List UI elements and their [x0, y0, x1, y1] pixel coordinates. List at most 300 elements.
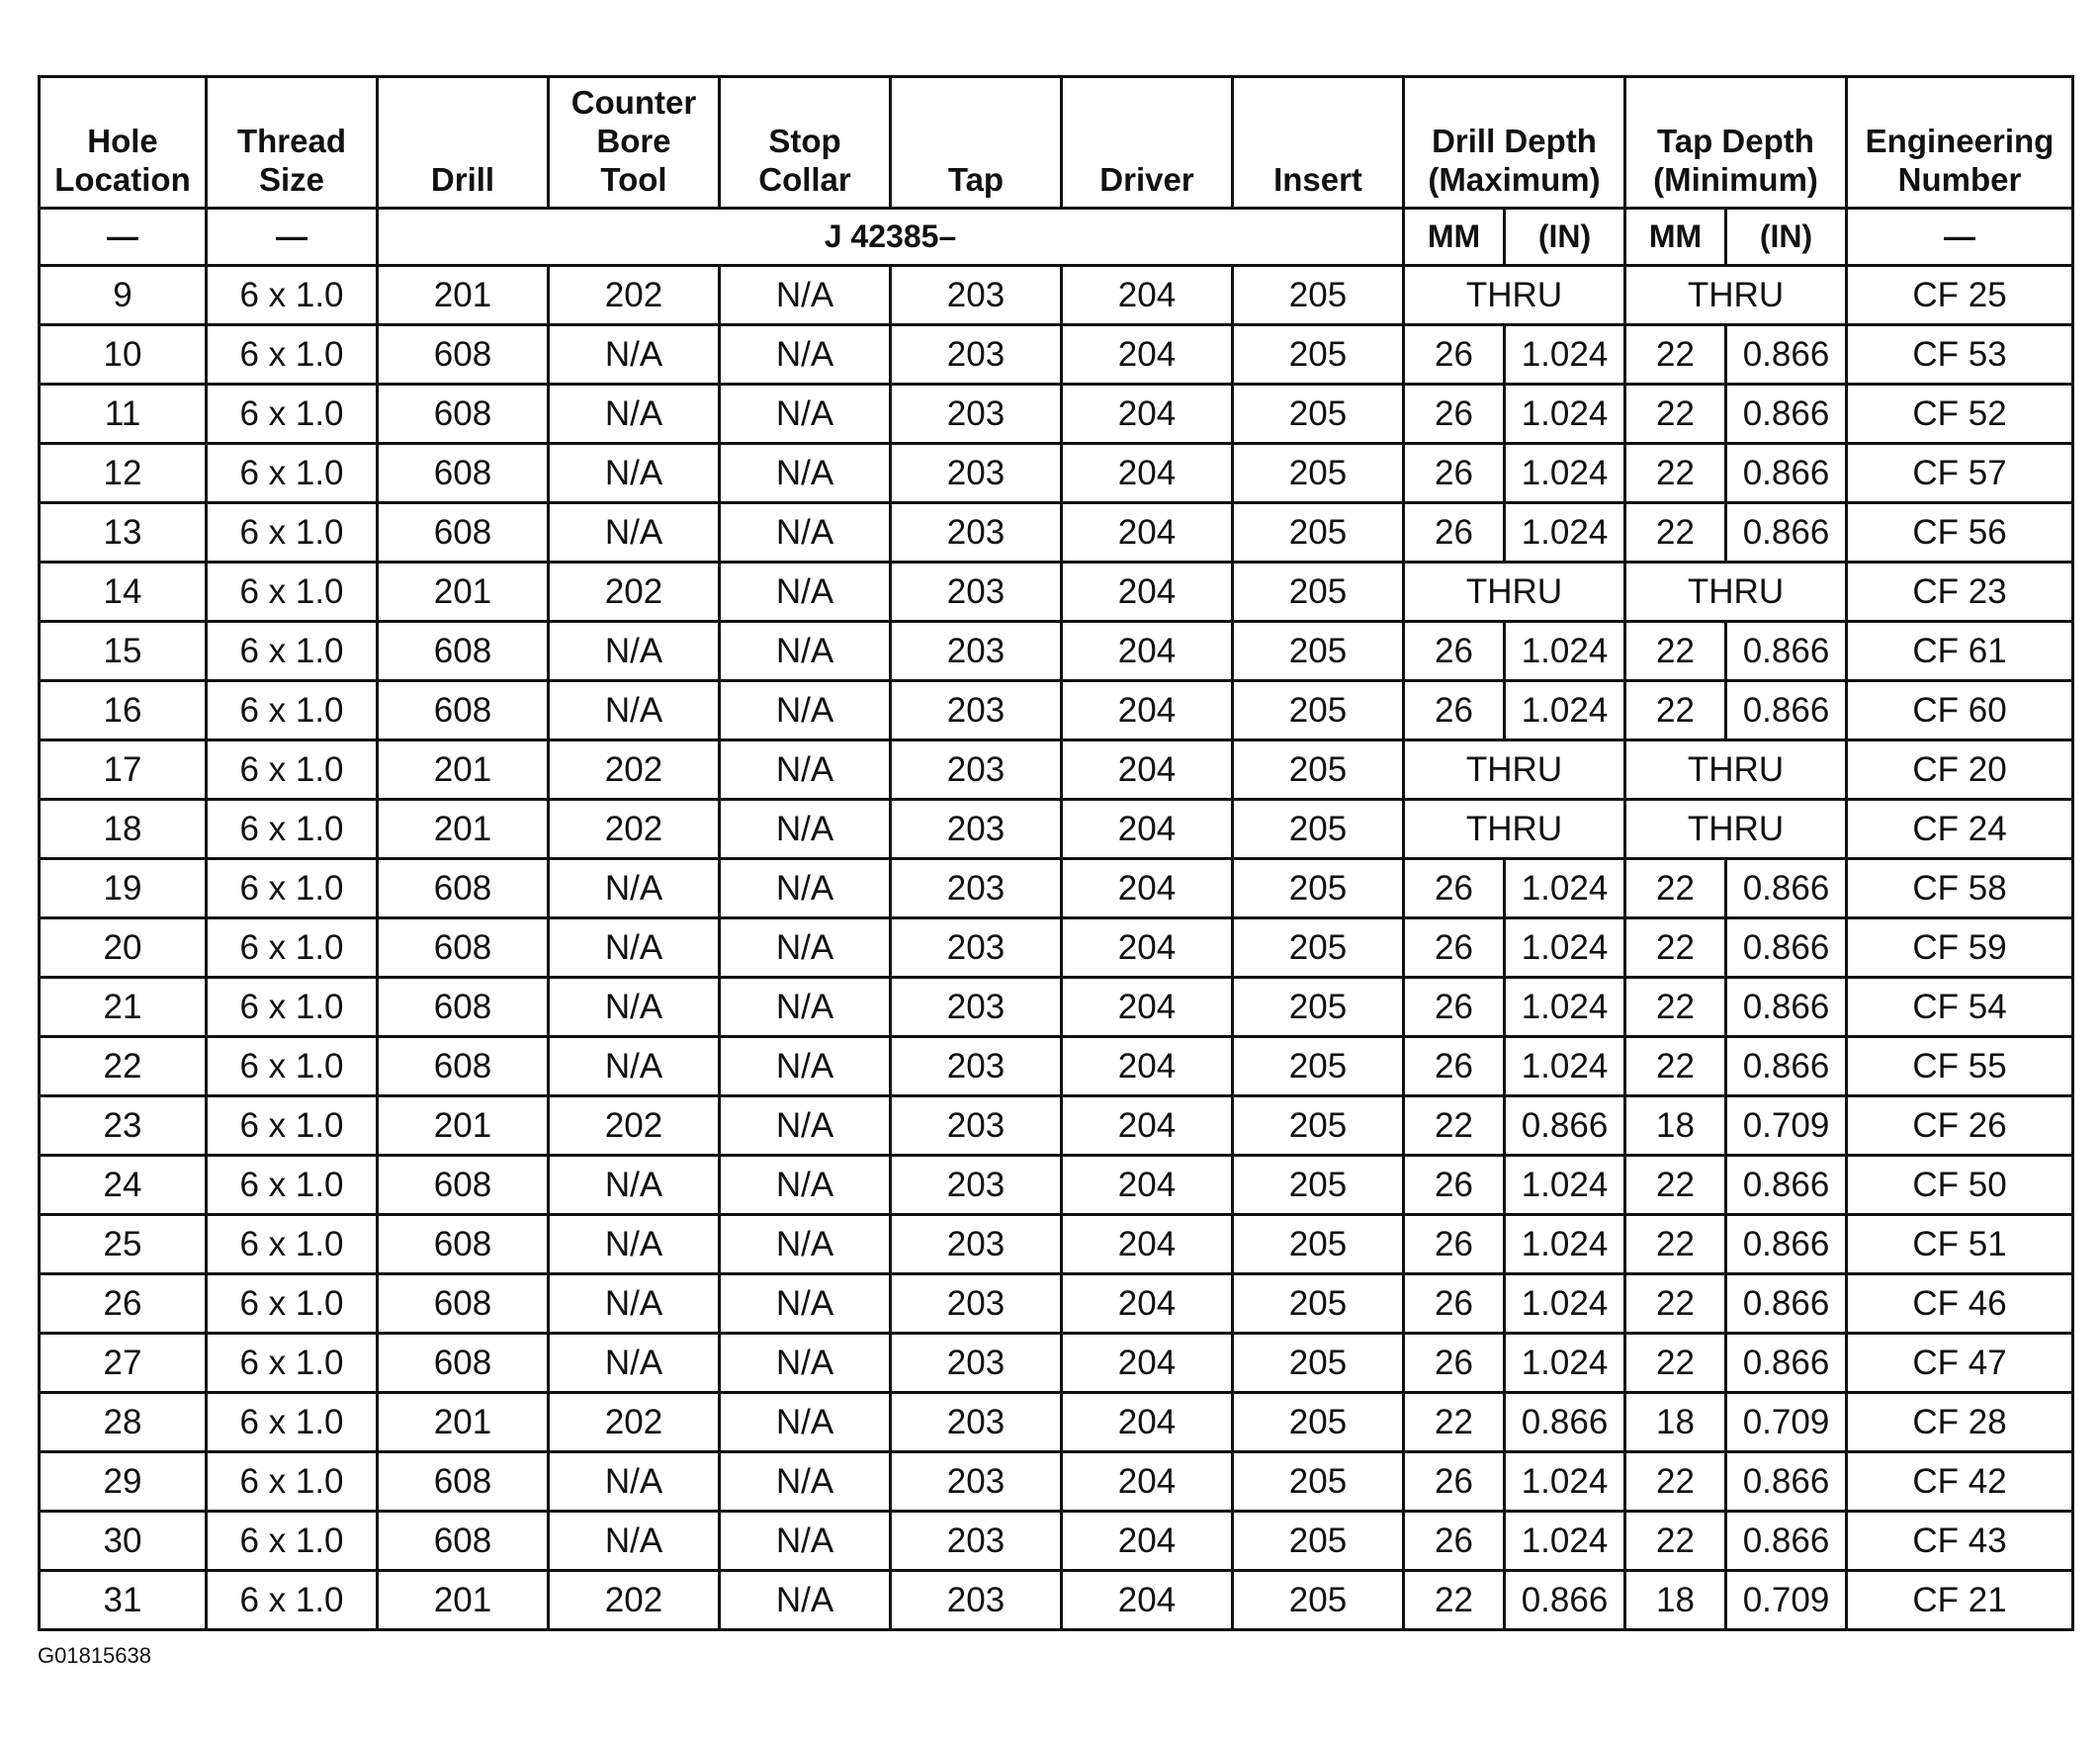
subheader-tap-in: (IN) [1726, 209, 1847, 266]
cell-tap: 203 [891, 385, 1062, 444]
cell-engineering-number: CF 54 [1847, 978, 2073, 1037]
cell-stop-collar: N/A [720, 740, 891, 800]
header-counter-bore-tool-line-3: Tool [600, 161, 667, 198]
cell-hole-location: 25 [40, 1215, 207, 1274]
cell-engineering-number: CF 57 [1847, 444, 2073, 503]
table-row [40, 444, 2073, 503]
cell-drill: 608 [378, 1274, 549, 1334]
cell-hole-location: 28 [40, 1393, 207, 1452]
cell-hole-location: 18 [40, 800, 207, 859]
cell-stop-collar: N/A [720, 800, 891, 859]
cell-drill-depth-mm: 26 [1404, 978, 1505, 1037]
cell-drill-depth-mm: 26 [1404, 1334, 1505, 1393]
cell-engineering-number: CF 56 [1847, 503, 2073, 563]
cell-drill-depth-mm: 26 [1404, 918, 1505, 978]
subheader-thread-size: — [207, 209, 378, 266]
cell-thread-size: 6 x 1.0 [207, 859, 378, 918]
cell-drill: 201 [378, 740, 549, 800]
cell-driver: 204 [1062, 800, 1233, 859]
cell-thread-size: 6 x 1.0 [207, 385, 378, 444]
cell-tap-depth-mm: 22 [1625, 1037, 1726, 1096]
cell-thread-size: 6 x 1.0 [207, 1096, 378, 1156]
cell-drill-depth-in: 0.866 [1505, 1096, 1625, 1156]
cell-insert: 205 [1233, 1334, 1404, 1393]
cell-engineering-number: CF 55 [1847, 1037, 2073, 1096]
cell-counter-bore-tool: N/A [549, 622, 720, 681]
table-row [40, 1215, 2073, 1274]
cell-insert: 205 [1233, 1156, 1404, 1215]
cell-hole-location: 12 [40, 444, 207, 503]
table-row [40, 800, 2073, 859]
cell-insert: 205 [1233, 800, 1404, 859]
cell-tap-depth-in: 0.866 [1726, 978, 1847, 1037]
header-hole-location-line-2: Location [54, 161, 191, 198]
cell-thread-size: 6 x 1.0 [207, 325, 378, 385]
cell-thread-size: 6 x 1.0 [207, 1393, 378, 1452]
cell-tap: 203 [891, 1334, 1062, 1393]
cell-thread-size: 6 x 1.0 [207, 1452, 378, 1512]
cell-tap-depth-in: 0.866 [1726, 622, 1847, 681]
cell-drill: 608 [378, 503, 549, 563]
cell-tap: 203 [891, 622, 1062, 681]
cell-hole-location: 23 [40, 1096, 207, 1156]
cell-counter-bore-tool: N/A [549, 681, 720, 740]
cell-tap-depth-mm: 18 [1625, 1571, 1726, 1630]
cell-insert: 205 [1233, 681, 1404, 740]
cell-stop-collar: N/A [720, 563, 891, 622]
table-row [40, 1037, 2073, 1096]
header-hole-location [40, 77, 207, 209]
header-drill-depth-line-2: (Maximum) [1428, 161, 1601, 198]
cell-hole-location: 29 [40, 1452, 207, 1512]
cell-hole-location: 22 [40, 1037, 207, 1096]
cell-hole-location: 30 [40, 1512, 207, 1571]
cell-stop-collar: N/A [720, 859, 891, 918]
cell-tap-depth-mm: 22 [1625, 385, 1726, 444]
cell-tap-depth-in: 0.866 [1726, 1334, 1847, 1393]
cell-tap-depth-mm: 22 [1625, 681, 1726, 740]
cell-driver: 204 [1062, 1096, 1233, 1156]
cell-drill-depth-mm: 26 [1404, 1452, 1505, 1512]
cell-drill-depth-in: 1.024 [1505, 978, 1625, 1037]
cell-tap-depth-in: 0.709 [1726, 1096, 1847, 1156]
cell-engineering-number: CF 42 [1847, 1452, 2073, 1512]
cell-thread-size: 6 x 1.0 [207, 681, 378, 740]
subheader-row [40, 209, 2073, 266]
cell-insert: 205 [1233, 859, 1404, 918]
header-engineering-number-line-2: Number [1897, 161, 2022, 198]
header-driver: Driver [1062, 77, 1233, 209]
cell-drill: 608 [378, 1452, 549, 1512]
cell-drill: 608 [378, 325, 549, 385]
cell-thread-size: 6 x 1.0 [207, 1512, 378, 1571]
cell-drill: 608 [378, 444, 549, 503]
cell-drill: 608 [378, 1512, 549, 1571]
cell-tap: 203 [891, 444, 1062, 503]
cell-counter-bore-tool: 202 [549, 563, 720, 622]
cell-tap-depth-in: 0.866 [1726, 681, 1847, 740]
cell-stop-collar: N/A [720, 1393, 891, 1452]
cell-tap-depth-in: 0.866 [1726, 385, 1847, 444]
cell-driver: 204 [1062, 859, 1233, 918]
cell-tap-depth-in: 0.866 [1726, 1512, 1847, 1571]
cell-drill: 608 [378, 681, 549, 740]
cell-tap: 203 [891, 1096, 1062, 1156]
cell-thread-size: 6 x 1.0 [207, 1274, 378, 1334]
table-row [40, 563, 2073, 622]
cell-tap-depth-thru: THRU [1625, 800, 1847, 859]
cell-insert: 205 [1233, 563, 1404, 622]
cell-counter-bore-tool: 202 [549, 266, 720, 325]
cell-driver: 204 [1062, 918, 1233, 978]
cell-driver: 204 [1062, 325, 1233, 385]
cell-engineering-number: CF 59 [1847, 918, 2073, 978]
cell-stop-collar: N/A [720, 1215, 891, 1274]
cell-tap-depth-mm: 22 [1625, 1274, 1726, 1334]
table-row [40, 1096, 2073, 1156]
table-row [40, 1274, 2073, 1334]
table-row [40, 859, 2073, 918]
cell-engineering-number: CF 25 [1847, 266, 2073, 325]
cell-insert: 205 [1233, 622, 1404, 681]
cell-hole-location: 13 [40, 503, 207, 563]
cell-driver: 204 [1062, 740, 1233, 800]
cell-tap-depth-in: 0.866 [1726, 859, 1847, 918]
cell-thread-size: 6 x 1.0 [207, 918, 378, 978]
header-hole-location-line-1: Hole [87, 123, 158, 159]
cell-driver: 204 [1062, 1452, 1233, 1512]
cell-driver: 204 [1062, 1334, 1233, 1393]
cell-drill-depth-mm: 26 [1404, 622, 1505, 681]
header-thread-size-line-2: Size [258, 161, 325, 198]
cell-tap-depth-mm: 22 [1625, 1215, 1726, 1274]
cell-hole-location: 24 [40, 1156, 207, 1215]
cell-drill-depth-in: 1.024 [1505, 325, 1625, 385]
cell-counter-bore-tool: N/A [549, 1452, 720, 1512]
cell-tap-depth-mm: 22 [1625, 1452, 1726, 1512]
cell-tap-depth-in: 0.866 [1726, 1452, 1847, 1512]
cell-hole-location: 14 [40, 563, 207, 622]
cell-stop-collar: N/A [720, 622, 891, 681]
cell-engineering-number: CF 51 [1847, 1215, 2073, 1274]
cell-hole-location: 31 [40, 1571, 207, 1630]
cell-stop-collar: N/A [720, 1156, 891, 1215]
cell-drill-depth-mm: 26 [1404, 503, 1505, 563]
cell-stop-collar: N/A [720, 1452, 891, 1512]
cell-engineering-number: CF 47 [1847, 1334, 2073, 1393]
table-row [40, 622, 2073, 681]
cell-drill-depth-in: 1.024 [1505, 622, 1625, 681]
cell-drill-depth-mm: 26 [1404, 1274, 1505, 1334]
cell-tap: 203 [891, 681, 1062, 740]
cell-drill-depth-in: 0.866 [1505, 1393, 1625, 1452]
cell-tap: 203 [891, 1037, 1062, 1096]
cell-stop-collar: N/A [720, 1096, 891, 1156]
cell-insert: 205 [1233, 978, 1404, 1037]
cell-engineering-number: CF 46 [1847, 1274, 2073, 1334]
cell-counter-bore-tool: N/A [549, 503, 720, 563]
cell-counter-bore-tool: N/A [549, 859, 720, 918]
cell-counter-bore-tool: 202 [549, 1096, 720, 1156]
cell-driver: 204 [1062, 1512, 1233, 1571]
header-tap-depth [1625, 77, 1847, 209]
cell-insert: 205 [1233, 444, 1404, 503]
figure-id: G01815638 [38, 1643, 151, 1668]
subheader-drill-mm: MM [1404, 209, 1505, 266]
cell-insert: 205 [1233, 1215, 1404, 1274]
table-row [40, 1156, 2073, 1215]
cell-driver: 204 [1062, 1215, 1233, 1274]
cell-tap: 203 [891, 1274, 1062, 1334]
cell-drill: 201 [378, 1096, 549, 1156]
cell-counter-bore-tool: N/A [549, 1512, 720, 1571]
table-row [40, 325, 2073, 385]
cell-engineering-number: CF 24 [1847, 800, 2073, 859]
cell-stop-collar: N/A [720, 918, 891, 978]
header-engineering-number [1847, 77, 2073, 209]
table-row [40, 503, 2073, 563]
cell-drill: 608 [378, 1156, 549, 1215]
cell-drill-depth-in: 1.024 [1505, 385, 1625, 444]
cell-tap: 203 [891, 978, 1062, 1037]
cell-drill: 608 [378, 1334, 549, 1393]
cell-drill-depth-mm: 26 [1404, 1037, 1505, 1096]
cell-thread-size: 6 x 1.0 [207, 266, 378, 325]
cell-thread-size: 6 x 1.0 [207, 563, 378, 622]
cell-drill-depth-in: 1.024 [1505, 918, 1625, 978]
cell-tap-depth-mm: 22 [1625, 978, 1726, 1037]
cell-hole-location: 27 [40, 1334, 207, 1393]
cell-engineering-number: CF 23 [1847, 563, 2073, 622]
cell-tap-depth-in: 0.866 [1726, 1215, 1847, 1274]
cell-drill: 608 [378, 859, 549, 918]
table-row [40, 1393, 2073, 1452]
table-row [40, 681, 2073, 740]
header-counter-bore-tool-line-2: Bore [596, 123, 671, 159]
cell-counter-bore-tool: N/A [549, 444, 720, 503]
cell-drill-depth-in: 0.866 [1505, 1571, 1625, 1630]
header-stop-collar-line-2: Collar [758, 161, 851, 198]
cell-insert: 205 [1233, 1274, 1404, 1334]
table-row [40, 918, 2073, 978]
cell-tap-depth-mm: 22 [1625, 503, 1726, 563]
cell-tap: 203 [891, 1215, 1062, 1274]
cell-driver: 204 [1062, 1393, 1233, 1452]
cell-tap: 203 [891, 1393, 1062, 1452]
cell-thread-size: 6 x 1.0 [207, 503, 378, 563]
cell-drill-depth-mm: 22 [1404, 1096, 1505, 1156]
table-row [40, 1452, 2073, 1512]
cell-insert: 205 [1233, 1393, 1404, 1452]
cell-tap: 203 [891, 1452, 1062, 1512]
header-tap-depth-line-1: Tap Depth [1657, 123, 1814, 159]
cell-thread-size: 6 x 1.0 [207, 800, 378, 859]
table-row [40, 1334, 2073, 1393]
cell-tap: 203 [891, 503, 1062, 563]
cell-tap: 203 [891, 563, 1062, 622]
cell-drill-depth-mm: 26 [1404, 1156, 1505, 1215]
cell-hole-location: 9 [40, 266, 207, 325]
cell-thread-size: 6 x 1.0 [207, 740, 378, 800]
cell-driver: 204 [1062, 1156, 1233, 1215]
cell-drill-depth-mm: 26 [1404, 1512, 1505, 1571]
cell-tap-depth-in: 0.709 [1726, 1571, 1847, 1630]
cell-counter-bore-tool: N/A [549, 1037, 720, 1096]
cell-tap-depth-in: 0.866 [1726, 503, 1847, 563]
cell-hole-location: 19 [40, 859, 207, 918]
cell-tap: 203 [891, 1512, 1062, 1571]
cell-tap-depth-in: 0.866 [1726, 1156, 1847, 1215]
cell-engineering-number: CF 21 [1847, 1571, 2073, 1630]
header-stop-collar-line-1: Stop [768, 123, 841, 159]
header-tap: Tap [891, 77, 1062, 209]
cell-tap-depth-mm: 22 [1625, 622, 1726, 681]
cell-drill: 608 [378, 978, 549, 1037]
cell-insert: 205 [1233, 1512, 1404, 1571]
table-row [40, 266, 2073, 325]
cell-insert: 205 [1233, 385, 1404, 444]
header-counter-bore-tool [549, 77, 720, 209]
cell-counter-bore-tool: N/A [549, 978, 720, 1037]
cell-engineering-number: CF 58 [1847, 859, 2073, 918]
cell-tap-depth-mm: 22 [1625, 1334, 1726, 1393]
cell-counter-bore-tool: 202 [549, 740, 720, 800]
cell-engineering-number: CF 50 [1847, 1156, 2073, 1215]
cell-drill-depth-in: 1.024 [1505, 1452, 1625, 1512]
cell-stop-collar: N/A [720, 1334, 891, 1393]
cell-counter-bore-tool: N/A [549, 1215, 720, 1274]
cell-stop-collar: N/A [720, 1571, 891, 1630]
cell-driver: 204 [1062, 563, 1233, 622]
cell-driver: 204 [1062, 622, 1233, 681]
cell-hole-location: 16 [40, 681, 207, 740]
cell-drill-depth-in: 1.024 [1505, 1334, 1625, 1393]
header-drill: Drill [378, 77, 549, 209]
cell-tap-depth-mm: 22 [1625, 444, 1726, 503]
cell-drill-depth-in: 1.024 [1505, 503, 1625, 563]
cell-insert: 205 [1233, 1571, 1404, 1630]
cell-drill-depth-in: 1.024 [1505, 1512, 1625, 1571]
cell-driver: 204 [1062, 978, 1233, 1037]
cell-thread-size: 6 x 1.0 [207, 1571, 378, 1630]
cell-stop-collar: N/A [720, 444, 891, 503]
cell-counter-bore-tool: N/A [549, 1334, 720, 1393]
cell-engineering-number: CF 52 [1847, 385, 2073, 444]
cell-drill-depth-in: 1.024 [1505, 1037, 1625, 1096]
cell-drill: 608 [378, 1215, 549, 1274]
table-row [40, 1512, 2073, 1571]
cell-drill-depth-thru: THRU [1404, 740, 1625, 800]
cell-insert: 205 [1233, 1452, 1404, 1512]
header-thread-size-line-1: Thread [236, 123, 347, 159]
cell-hole-location: 15 [40, 622, 207, 681]
cell-driver: 204 [1062, 1571, 1233, 1630]
subheader-tap-mm: MM [1625, 209, 1726, 266]
cell-insert: 205 [1233, 325, 1404, 385]
cell-stop-collar: N/A [720, 266, 891, 325]
cell-insert: 205 [1233, 266, 1404, 325]
cell-drill: 201 [378, 1393, 549, 1452]
header-drill-depth-line-1: Drill Depth [1432, 123, 1597, 159]
cell-drill-depth-in: 1.024 [1505, 444, 1625, 503]
cell-tap: 203 [891, 325, 1062, 385]
cell-drill-depth-thru: THRU [1404, 266, 1625, 325]
cell-tap: 203 [891, 800, 1062, 859]
cell-counter-bore-tool: N/A [549, 385, 720, 444]
cell-drill-depth-mm: 26 [1404, 1215, 1505, 1274]
cell-tap-depth-mm: 18 [1625, 1096, 1726, 1156]
cell-drill-depth-thru: THRU [1404, 800, 1625, 859]
cell-engineering-number: CF 53 [1847, 325, 2073, 385]
cell-tap-depth-in: 0.866 [1726, 1274, 1847, 1334]
cell-drill: 608 [378, 918, 549, 978]
cell-drill-depth-mm: 26 [1404, 325, 1505, 385]
cell-counter-bore-tool: 202 [549, 800, 720, 859]
cell-counter-bore-tool: N/A [549, 1274, 720, 1334]
header-engineering-number-line-1: Engineering [1865, 123, 2055, 159]
cell-tap-depth-in: 0.709 [1726, 1393, 1847, 1452]
table-header [40, 77, 2073, 266]
cell-thread-size: 6 x 1.0 [207, 1334, 378, 1393]
cell-counter-bore-tool: 202 [549, 1571, 720, 1630]
cell-hole-location: 21 [40, 978, 207, 1037]
cell-insert: 205 [1233, 503, 1404, 563]
header-drill-depth [1404, 77, 1625, 209]
cell-counter-bore-tool: 202 [549, 1393, 720, 1452]
cell-tap: 203 [891, 266, 1062, 325]
cell-tap-depth-mm: 22 [1625, 325, 1726, 385]
cell-engineering-number: CF 61 [1847, 622, 2073, 681]
header-counter-bore-tool-line-1: Counter [570, 84, 697, 121]
cell-tap: 203 [891, 918, 1062, 978]
cell-tap-depth-thru: THRU [1625, 266, 1847, 325]
header-row [40, 77, 2073, 209]
cell-thread-size: 6 x 1.0 [207, 978, 378, 1037]
subheader-hole-location: — [40, 209, 207, 266]
cell-thread-size: 6 x 1.0 [207, 1156, 378, 1215]
cell-drill: 201 [378, 1571, 549, 1630]
table-row [40, 740, 2073, 800]
cell-stop-collar: N/A [720, 503, 891, 563]
cell-tap-depth-thru: THRU [1625, 740, 1847, 800]
cell-drill: 608 [378, 622, 549, 681]
cell-stop-collar: N/A [720, 325, 891, 385]
cell-drill-depth-mm: 26 [1404, 444, 1505, 503]
cell-insert: 205 [1233, 740, 1404, 800]
cell-driver: 204 [1062, 503, 1233, 563]
cell-tap: 203 [891, 859, 1062, 918]
cell-insert: 205 [1233, 1096, 1404, 1156]
header-insert: Insert [1233, 77, 1404, 209]
cell-counter-bore-tool: N/A [549, 325, 720, 385]
cell-driver: 204 [1062, 1037, 1233, 1096]
cell-stop-collar: N/A [720, 681, 891, 740]
cell-drill-depth-in: 1.024 [1505, 681, 1625, 740]
cell-tap-depth-mm: 22 [1625, 918, 1726, 978]
header-tap-depth-line-2: (Minimum) [1653, 161, 1818, 198]
cell-tap-depth-in: 0.866 [1726, 325, 1847, 385]
header-stop-collar [720, 77, 891, 209]
cell-driver: 204 [1062, 681, 1233, 740]
cell-drill-depth-in: 1.024 [1505, 1215, 1625, 1274]
cell-thread-size: 6 x 1.0 [207, 1037, 378, 1096]
cell-tap-depth-in: 0.866 [1726, 1037, 1847, 1096]
subheader-drill-in: (IN) [1505, 209, 1625, 266]
cell-drill: 608 [378, 385, 549, 444]
cell-hole-location: 11 [40, 385, 207, 444]
subheader-engineering-number: — [1847, 209, 2073, 266]
cell-stop-collar: N/A [720, 978, 891, 1037]
